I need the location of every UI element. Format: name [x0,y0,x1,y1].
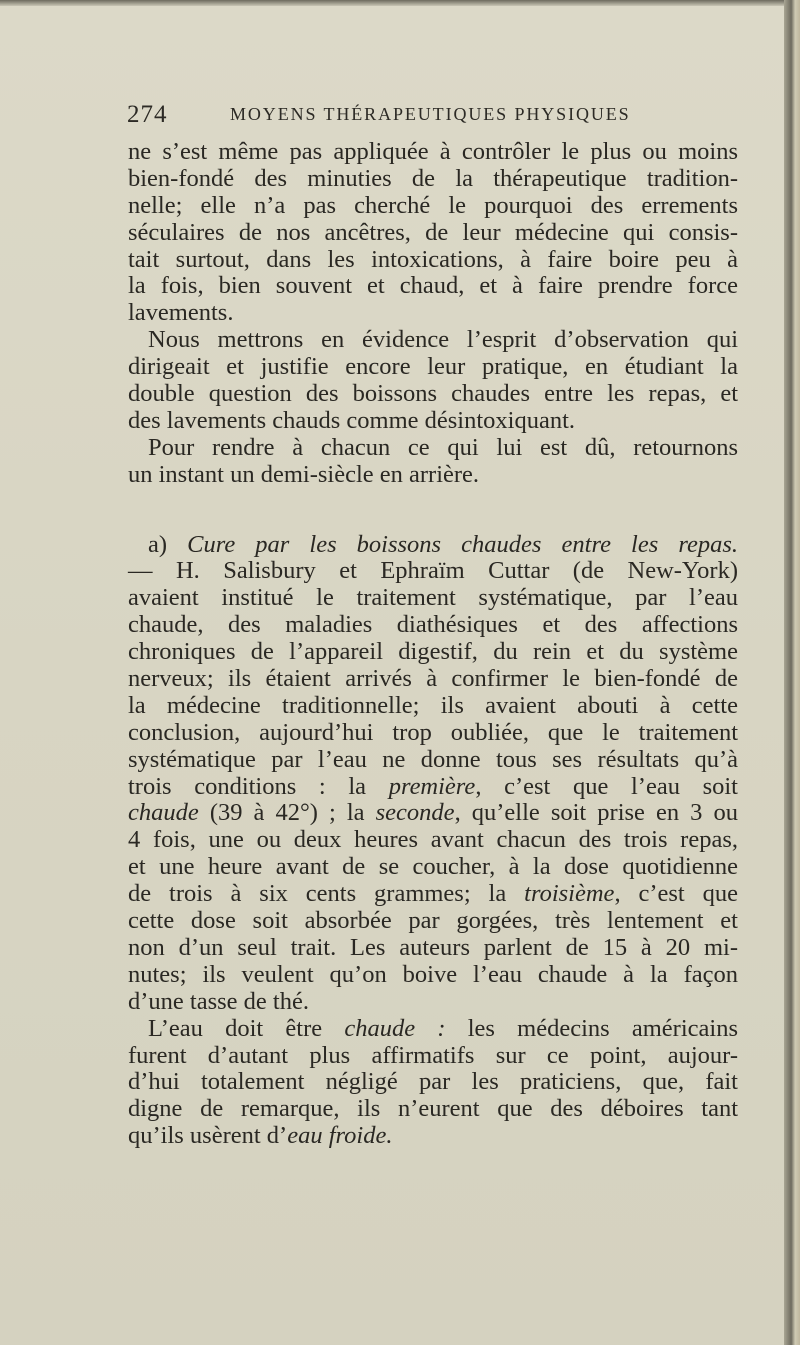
text-segment: les médecins américains [445,1014,738,1042]
emphasis-text: seconde [375,799,455,827]
text-line: un instant un demi-siècle en arrière. [128,460,480,488]
text-line: conclusion, aujourd’hui trop oubliée, que le traitement [128,718,738,746]
page-number: 274 [127,101,168,128]
text-line: des lavements chauds comme désintoxiquant. [128,406,576,434]
text-line [128,1123,738,1150]
text-line: cette dose soit absorbée par gorgées, très lentement et [128,907,738,935]
text-line: 4 fois, une ou deux heures avant chacun des trois repas, [128,826,738,854]
text-line: tait surtout, dans les intoxications, à faire boire peu à [128,245,738,273]
text-line: double question des boissons chaudes entre les repas, et [128,380,738,408]
text-line: chaude, des maladies diathésiques et des affections [128,611,738,639]
section-heading-line [128,532,738,559]
emphasis-text: première [388,772,476,800]
text-line [128,1016,738,1043]
text-line: chroniques de l’appareil digestif, du rein et du système [128,638,738,666]
text-line: nelle; elle n’a pas cherché le pourquoi des errements [128,191,738,219]
running-title: MOYENS THÉRAPEUTIQUES PHYSIQUES [230,104,631,124]
section-gap [128,489,738,532]
text-line: lavements. [128,299,234,327]
text-line: nerveux; ils étaient arrivés à confirmer le bien-fondé de [128,665,738,693]
text-line: d’hui totalement négligé par les praticiens, que, fait [128,1068,738,1096]
text-line: non d’un seul trait. Les auteurs parlent de 15 à 20 mi- [128,933,738,961]
text-line: la médecine traditionnelle; ils avaient abouti à cette [128,691,738,719]
text-segment: , c’est que [614,880,739,908]
text-line: la fois, bien souvent et chaud, et à faire prendre force [128,272,738,300]
text-segment: de trois à six cents grammes; la [128,880,525,908]
text-line: Nous mettrons en évidence l’esprit d’observation qui [148,326,738,354]
text-line: furent d’autant plus affirmatifs sur ce point, aujour- [128,1041,738,1069]
page-header [127,101,727,131]
text-line: Pour rendre à chacun ce qui lui est dû, retournons [148,433,738,461]
text-line: — H. Salisbury et Ephraïm Cuttar (de New-York) [128,557,738,585]
emphasis-text: chaude : [344,1014,446,1042]
page-right-edge [784,0,800,1345]
text-line: bien-fondé des minuties de la thérapeutique tradition- [128,164,738,192]
text-line: séculaires de nos ancêtres, de leur médecine qui consis- [128,218,738,246]
text-line: ne s’est même pas appliquée à contrôler le plus ou moins [128,138,738,165]
text-line: dirigeait et justifie encore leur pratique, en étudiant la [128,353,738,381]
text-line: systématique par l’eau ne donne tous ses résultats qu’à [128,745,738,773]
body-text [128,139,738,1150]
emphasis-text: chaude [128,799,199,827]
text-line [128,774,738,801]
section-title: Cure par les boissons chaudes entre les repas. [187,530,738,558]
text-segment: qu’ils usèrent d’ [128,1122,288,1150]
text-line: et une heure avant de se coucher, à la dose quotidienne [128,853,738,881]
text-segment: L’eau doit être [148,1014,345,1042]
text-line: nutes; ils veulent qu’on boive l’eau chaude à la façon [128,960,738,988]
emphasis-text: troisième [524,880,615,908]
text-line [128,881,738,908]
text-segment: (39 à 42°) ; la [198,799,376,827]
page-top-edge [0,0,790,6]
text-line: d’une tasse de thé. [128,987,309,1015]
text-segment: trois conditions : la [128,772,389,800]
text-line: digne de remarque, ils n’eurent que des déboires tant [128,1095,738,1123]
text-segment: , c’est que l’eau soit [475,772,738,800]
text-line: avaient institué le traitement systématique, par l’eau [128,584,738,612]
text-line [128,800,738,827]
section-label: a) [148,530,188,558]
emphasis-text: eau froide. [287,1122,393,1150]
text-segment: , qu’elle soit prise en 3 ou [454,799,739,827]
